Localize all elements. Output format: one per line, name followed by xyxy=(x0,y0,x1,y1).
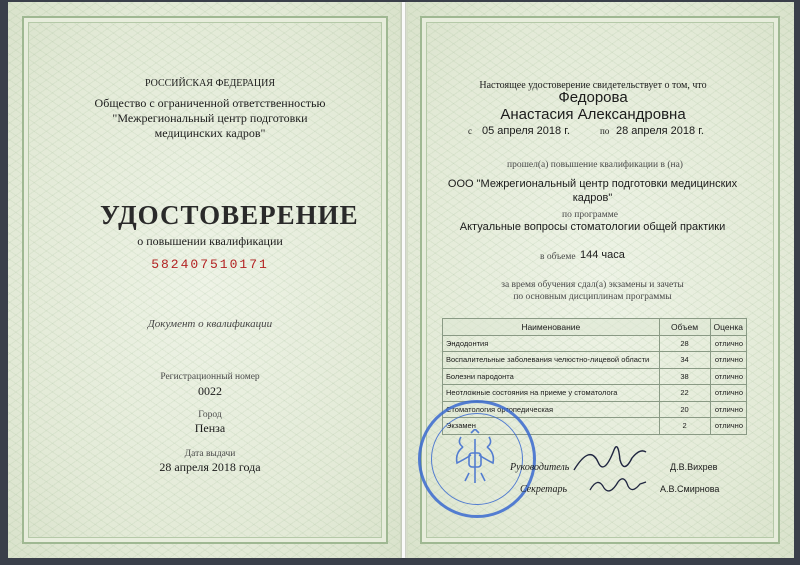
head-name: Д.В.Вихрев xyxy=(670,462,718,472)
program-name: Актуальные вопросы стоматологии общей практики xyxy=(459,221,726,233)
period-from-prefix: с xyxy=(468,126,472,136)
exams-line-1: за время обучения сдал(а) экзамены и зачеты xyxy=(501,280,684,290)
subject-name: Стоматология ортопедическая xyxy=(443,401,660,418)
subject-grade: отлично xyxy=(710,352,746,369)
city: Пенза xyxy=(194,421,226,435)
table-row xyxy=(443,335,747,352)
city-label: Город xyxy=(198,410,222,420)
serial-number: 582407510171 xyxy=(151,257,269,272)
training-org-line-2: кадров" xyxy=(572,192,613,204)
intro-text: Настоящее удостоверение свидетельствует о том, что xyxy=(479,80,707,91)
period-to-prefix: по xyxy=(600,126,610,136)
secretary-label: Секретарь xyxy=(520,484,568,495)
document-type: Документ о квалификации xyxy=(147,318,273,330)
table-row xyxy=(443,368,747,385)
subject-hours: 2 xyxy=(659,418,710,435)
column-header-name: Наименование xyxy=(443,319,660,336)
subject-name: Неотложные состояния на приеме у стоматолога xyxy=(443,385,660,402)
issue-date-label: Дата выдачи xyxy=(184,449,236,459)
double-headed-eagle-icon xyxy=(451,429,499,485)
table-row xyxy=(443,385,747,402)
subject-hours: 34 xyxy=(659,352,710,369)
country-label: РОССИЙСКАЯ ФЕДЕРАЦИЯ xyxy=(144,78,276,89)
subject-name: Эндодонтия xyxy=(443,335,660,352)
binding-lace xyxy=(402,2,405,558)
subject-name: Экзамен xyxy=(443,418,660,435)
table-header-row xyxy=(443,319,747,336)
issuer-line-1: Общество с ограниченной ответственностью xyxy=(94,96,326,110)
exams-line-2: по основным дисциплинам программы xyxy=(513,292,672,302)
issuer-line-3: медицинских кадров" xyxy=(154,126,266,140)
program-label: по программе xyxy=(562,210,618,220)
subject-name: Болезни пародонта xyxy=(443,368,660,385)
document-title: УДОСТОВЕРЕНИЕ xyxy=(100,200,359,230)
document-subtitle: о повышении квалификации xyxy=(137,234,283,248)
subject-grade: отлично xyxy=(710,335,746,352)
table-row xyxy=(443,352,747,369)
holder-surname: Федорова xyxy=(558,89,628,106)
subject-grade: отлично xyxy=(710,368,746,385)
secretary-signature-icon xyxy=(588,470,648,500)
period-to: 28 апреля 2018 г. xyxy=(616,125,704,137)
subject-hours: 22 xyxy=(659,385,710,402)
subject-grade: отлично xyxy=(710,385,746,402)
period-from: 05 апреля 2018 г. xyxy=(482,125,570,137)
issuer-line-2: "Межрегиональный центр подготовки xyxy=(112,111,308,125)
holder-name: Анастасия Александровна xyxy=(500,106,686,123)
column-header-grade: Оценка xyxy=(710,319,746,336)
official-seal xyxy=(418,400,536,518)
training-org-line-1: ООО "Межрегиональный центр подготовки медицинских xyxy=(447,178,738,190)
secretary-name: А.В.Смирнова xyxy=(660,484,720,494)
column-header-hours: Объем xyxy=(659,319,710,336)
subject-hours: 38 xyxy=(659,368,710,385)
issue-date: 28 апреля 2018 года xyxy=(159,460,261,474)
subject-hours: 20 xyxy=(659,401,710,418)
head-label: Руководитель xyxy=(510,462,570,473)
subject-grade: отлично xyxy=(710,401,746,418)
subject-hours: 28 xyxy=(659,335,710,352)
volume-hours: 144 часа xyxy=(580,249,625,261)
subject-grade: отлично xyxy=(710,418,746,435)
volume-label: в объеме xyxy=(540,252,576,262)
passed-text: прошел(а) повышение квалификации в (на) xyxy=(507,160,683,170)
reg-number: 0022 xyxy=(198,384,222,398)
reg-number-label: Регистрационный номер xyxy=(160,372,260,382)
subject-name: Воспалительные заболевания челюстно-лицевой области xyxy=(443,352,660,369)
